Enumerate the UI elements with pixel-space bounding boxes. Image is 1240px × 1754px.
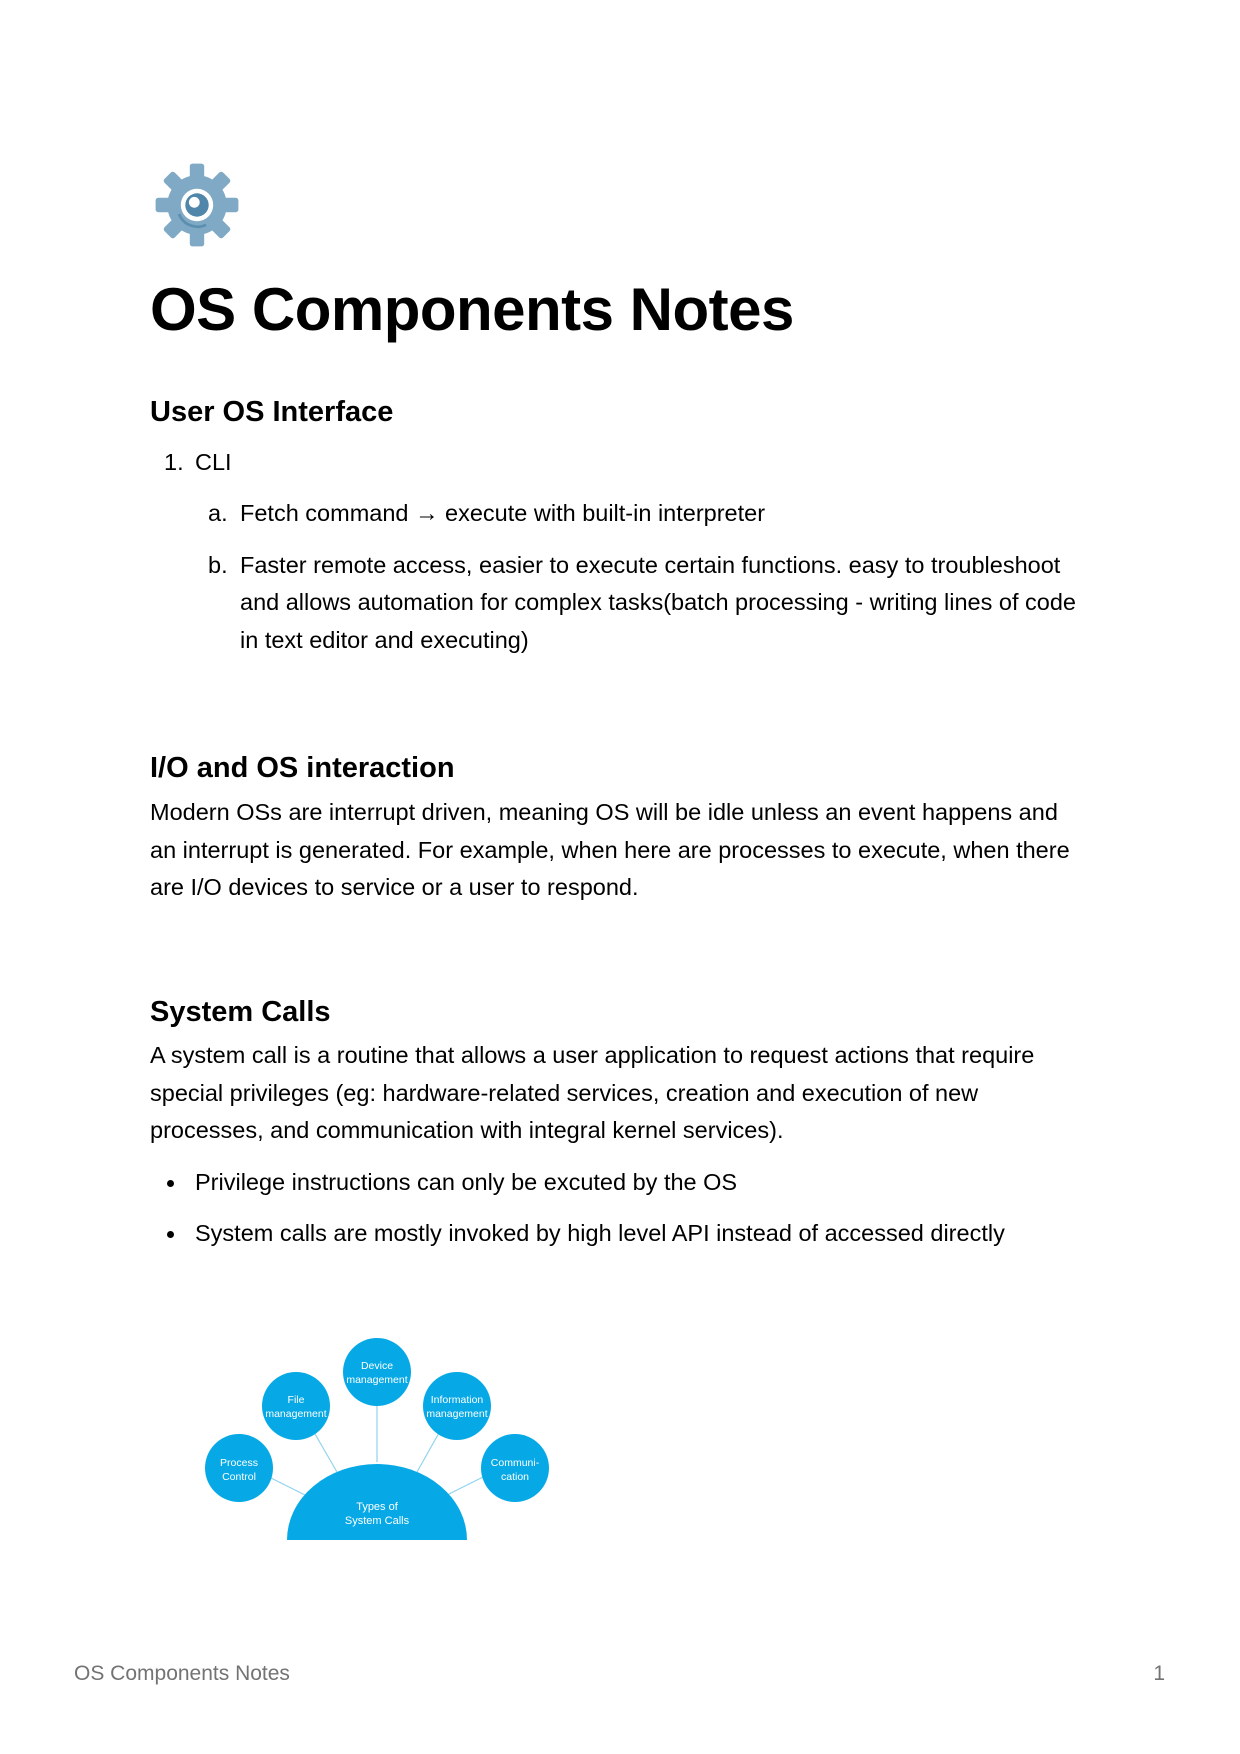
page-number: 1	[1153, 1662, 1165, 1685]
sub-list-item	[150, 547, 1085, 660]
page-title: OS Components Notes	[150, 276, 794, 343]
node-device-management	[343, 1338, 411, 1406]
node-label-line1: Process	[220, 1457, 258, 1469]
node-label-line2: management	[346, 1374, 408, 1386]
system-calls-diagram	[195, 1320, 565, 1540]
paragraph-system-calls: A system call is a routine that allows a user application to request actions that require special privileges (eg: hardware-related services, creation and execution of new processes, and communication with integral kernel services).	[150, 1042, 1035, 1144]
node-information-management	[423, 1372, 491, 1440]
section-user-os-interface	[150, 395, 1085, 659]
bullet-dot	[167, 1180, 174, 1187]
footer-title: OS Components Notes	[74, 1662, 290, 1685]
center-label-line1: Types of	[356, 1501, 398, 1513]
node-label-line2: management	[426, 1408, 488, 1420]
gear-icon	[152, 160, 242, 250]
center-label-line2: System Calls	[344, 1515, 410, 1527]
bullet-item	[150, 1215, 1085, 1253]
list-item-cli	[150, 444, 1085, 482]
sub-list-marker: b.	[208, 551, 228, 578]
bullet-dot	[167, 1231, 174, 1238]
sub-list-marker: a.	[208, 500, 228, 527]
heading-io-os-interaction: I/O and OS interaction	[150, 752, 455, 785]
node-label-line2: Control	[222, 1471, 256, 1483]
page-content	[150, 160, 1085, 1253]
paragraph-io: Modern OSs are interrupt driven, meaning OS will be idle unless an event happens and an interrupt is generated. For example, when here are processes to execute, when there are I/O devices to service or a user to respond.	[150, 799, 1070, 901]
node-label-line1: File	[287, 1394, 305, 1406]
sub-list-item	[150, 495, 1085, 533]
bullet-item	[150, 1164, 1085, 1202]
node-label-line1: Device	[360, 1360, 394, 1372]
heading-system-calls: System Calls	[150, 995, 331, 1028]
node-label-line2: cation	[500, 1471, 530, 1483]
node-file-management	[262, 1372, 330, 1440]
bullet-text: System calls are mostly invoked by high level API instead of accessed directly	[195, 1220, 1005, 1247]
bullet-text: Privilege instructions can only be excuted by the OS	[195, 1168, 738, 1195]
sub-list-text: Fetch command → execute with built-in interpreter	[240, 500, 766, 527]
section-io-os-interaction	[150, 751, 1085, 906]
sub-list-text: Faster remote access, easier to execute certain functions. easy to troubleshoot and allows automation for complex tasks(batch processing - writing lines of code in text editor and executing)	[240, 551, 1076, 653]
heading-user-os-interface: User OS Interface	[150, 396, 394, 428]
node-label-line1: Communi-	[490, 1457, 540, 1469]
node-label-line2: management	[265, 1408, 327, 1420]
node-label-line1: Information	[430, 1394, 484, 1406]
list-marker: 1.	[164, 448, 184, 475]
section-system-calls	[150, 995, 1085, 1253]
list-item-text: CLI	[195, 448, 232, 475]
